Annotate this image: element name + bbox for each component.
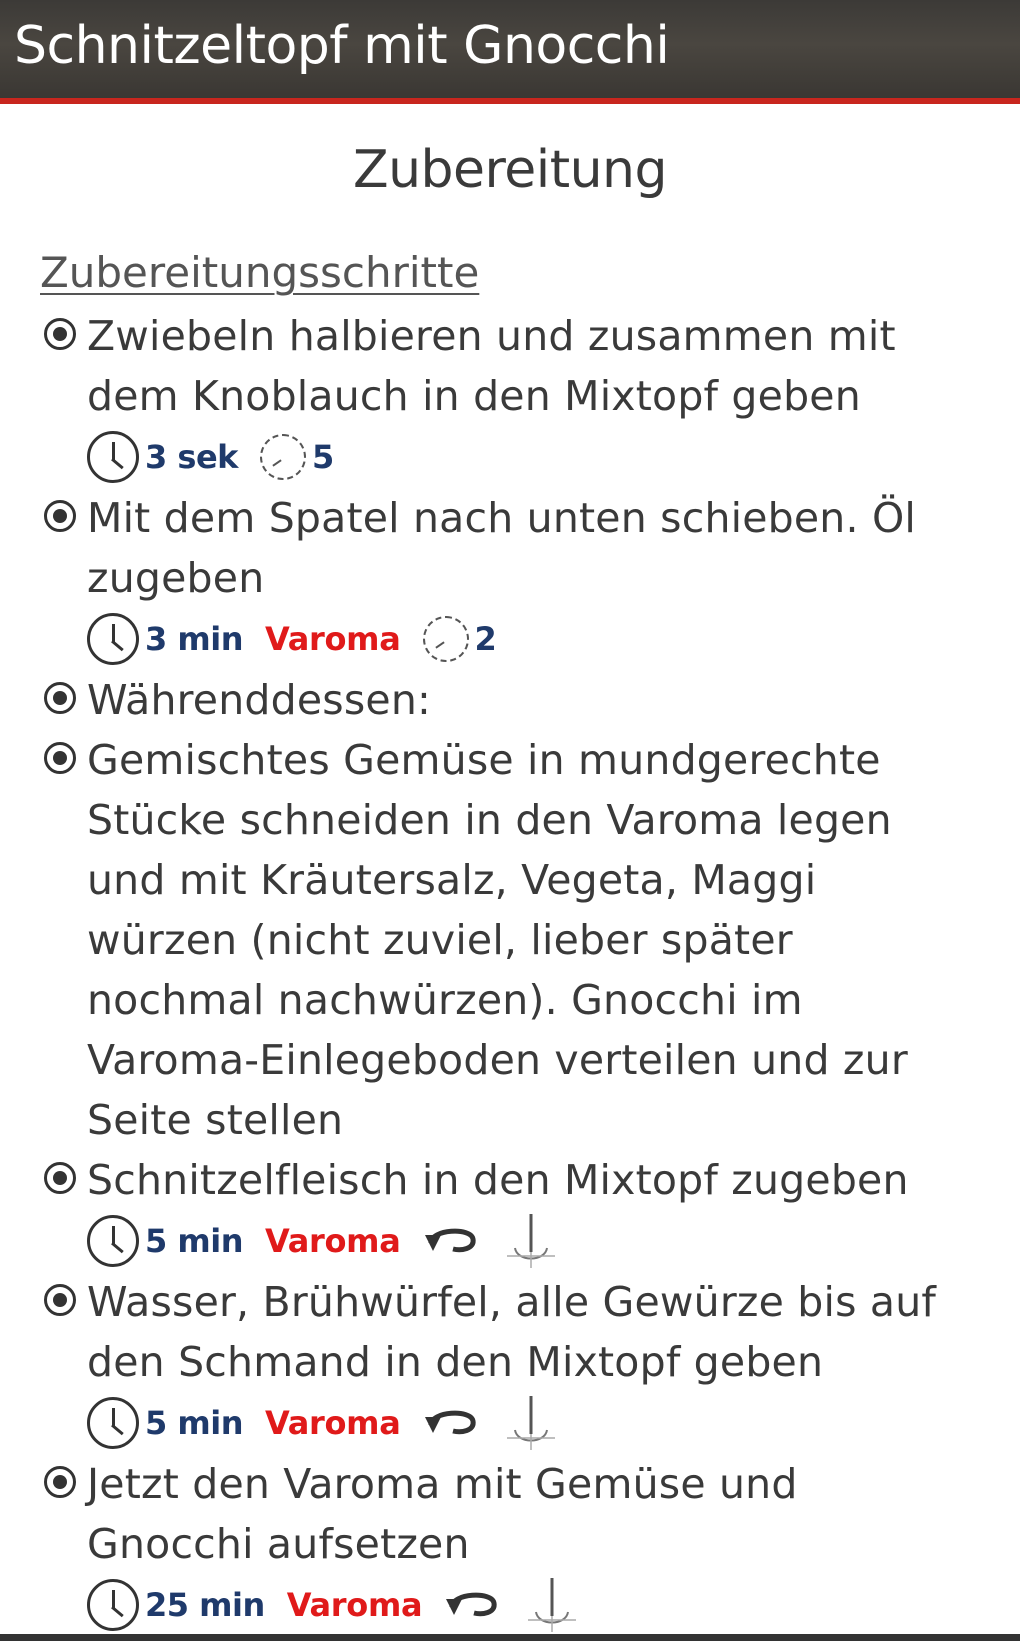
time-param xyxy=(87,613,243,665)
clock-icon xyxy=(87,1215,139,1267)
temperature-value: Varoma xyxy=(286,1586,423,1624)
clock-icon xyxy=(87,613,139,665)
speed-dial-icon xyxy=(260,434,306,480)
reverse-rotation-icon xyxy=(444,1585,504,1625)
step-parameters xyxy=(87,1210,1000,1272)
steps-heading: Zubereitungsschritte xyxy=(40,248,480,297)
step-item xyxy=(0,488,1020,670)
speed-value: 5 xyxy=(311,438,335,476)
speed-dial-icon xyxy=(423,616,469,662)
step-item xyxy=(0,1454,1020,1636)
temperature-value: Varoma xyxy=(265,620,401,658)
temperature-value: Varoma xyxy=(265,1222,401,1260)
gentle-stir-spoon-icon xyxy=(503,1212,559,1270)
app-header xyxy=(0,0,1020,104)
time-value: 25 min xyxy=(145,1586,265,1624)
reverse-rotation-icon xyxy=(423,1403,483,1443)
step-text: Zwiebeln halbieren und zusammen mit dem Knoblauch in den Mixtopf geben xyxy=(87,312,896,420)
time-value: 5 min xyxy=(145,1222,243,1260)
step-parameters xyxy=(87,1392,1000,1454)
time-param xyxy=(87,1397,243,1449)
time-param xyxy=(87,431,238,483)
step-text: Wasser, Brühwürfel, alle Gewürze bis auf den Schmand in den Mixtopf geben xyxy=(87,1278,937,1386)
step-text: Währenddessen: xyxy=(87,676,432,724)
step-text: Jetzt den Varoma mit Gemüse und Gnocchi aufsetzen xyxy=(87,1460,798,1568)
step-item xyxy=(0,730,1020,1150)
time-value: 3 min xyxy=(145,620,243,658)
step-text: Gemischtes Gemüse in mundgerechte Stücke schneiden in den Varoma legen und mit Kräutersalz, Vegeta, Maggi würzen (nicht zuviel, lieber später nochmal nachwürzen). Gnocchi im Varoma-Einlegeboden verteilen und zur Seite stellen xyxy=(87,736,908,1144)
step-item xyxy=(0,670,1020,730)
steps-list xyxy=(0,306,1020,1636)
speed-param xyxy=(260,434,334,480)
step-bullet-icon xyxy=(44,682,76,714)
step-parameters xyxy=(87,608,1000,670)
step-item xyxy=(0,1272,1020,1454)
section-title: Zubereitung xyxy=(352,140,668,200)
step-parameters xyxy=(87,426,1000,488)
recipe-title: Schnitzeltopf mit Gnocchi xyxy=(14,16,670,76)
step-bullet-icon xyxy=(44,1466,76,1498)
step-bullet-icon xyxy=(44,1162,76,1194)
time-param xyxy=(87,1215,243,1267)
step-text: Schnitzelfleisch in den Mixtopf zugeben xyxy=(87,1156,909,1204)
clock-icon xyxy=(87,1579,139,1631)
time-param xyxy=(87,1579,265,1631)
time-value: 3 sek xyxy=(145,438,238,476)
step-item xyxy=(0,306,1020,488)
clock-icon xyxy=(87,431,139,483)
speed-value: 2 xyxy=(474,620,497,658)
step-item xyxy=(0,1150,1020,1272)
step-parameters xyxy=(87,1574,1000,1636)
bottom-edge xyxy=(0,1634,1020,1641)
step-bullet-icon xyxy=(44,742,76,774)
reverse-rotation-icon xyxy=(423,1221,483,1261)
gentle-stir-spoon-icon xyxy=(503,1394,559,1452)
step-bullet-icon xyxy=(44,500,76,532)
step-bullet-icon xyxy=(44,1284,76,1316)
step-text: Mit dem Spatel nach unten schieben. Öl zugeben xyxy=(87,494,917,602)
temperature-value: Varoma xyxy=(265,1404,401,1442)
gentle-stir-spoon-icon xyxy=(524,1576,580,1634)
time-value: 5 min xyxy=(145,1404,243,1442)
speed-param xyxy=(423,616,497,662)
clock-icon xyxy=(87,1397,139,1449)
step-bullet-icon xyxy=(44,318,76,350)
